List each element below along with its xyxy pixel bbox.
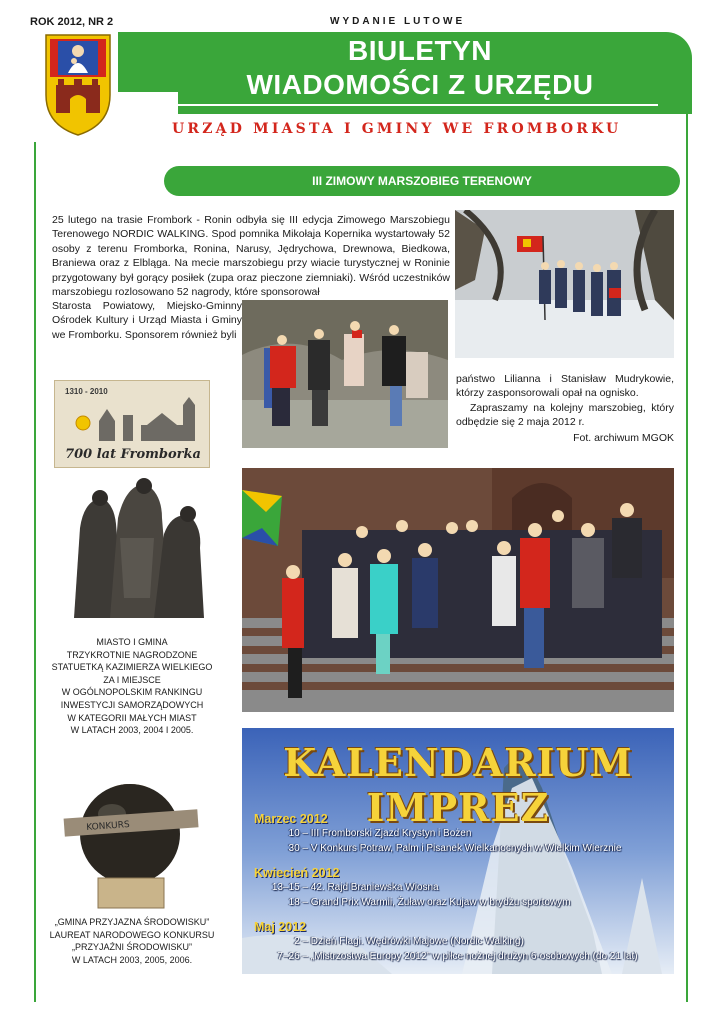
banner-corner	[118, 92, 178, 114]
calendar-month-april: Kwiecień 2012	[254, 866, 340, 880]
publisher-subtitle: URZĄD MIASTA I GMINY WE FROMBORKU	[172, 121, 622, 137]
calendar-month-may: Maj 2012	[254, 920, 307, 934]
article-heading: III ZIMOWY MARSZOBIEG TERENOWY	[164, 166, 680, 196]
frame-right-rule	[686, 100, 688, 1002]
statuette-caption-line: W KATEGORII MAŁYCH MIAST	[67, 712, 197, 723]
event-date: 30 –	[288, 843, 308, 854]
logo-years: 1310 - 2010	[65, 387, 108, 396]
event-title: Grand Prix Warmii, Żuław oraz Kujaw w brydżu sportowym	[310, 897, 571, 908]
statuette-caption-line: INWESTYCJI SAMORZĄDOWYCH	[60, 699, 204, 710]
article-paragraph-1-continued: Starosta Powiatowy, Miejsko-Gminny Ośrodek Kultury i Urząd Miasta i Gminy we Fromborku. Sponsorem również byli	[52, 300, 242, 341]
statuette-caption-line: W LATACH 2003, 2004 I 2005.	[70, 725, 194, 736]
logo-700-lat-fromborka	[54, 380, 210, 468]
edition-label: WYDANIE LUTOWE	[330, 16, 466, 27]
photo-globe-award	[58, 752, 204, 910]
statuette-caption-line: ZA I MIEJSCE	[103, 674, 161, 685]
logo-caption: 700 lat Fromborka	[65, 447, 201, 462]
calendar-event	[254, 951, 638, 962]
title-underline	[176, 104, 658, 106]
event-date: 7–26 –	[277, 951, 308, 962]
statuette-caption-line: STATUETKĄ KAZIMIERZA WIELKIEGO	[51, 662, 213, 673]
globe-caption-line: „GMINA PRZYJAZNA ŚRODOWISKU”	[54, 917, 210, 927]
globe-caption-line: LAUREAT NARODOWEGO KONKURSU	[49, 929, 215, 940]
photo-walkers-forest	[455, 210, 674, 358]
calendar-event	[254, 936, 524, 947]
calendar-title: KALENDARIUM IMPREZ	[283, 740, 633, 830]
event-date: 2 –	[294, 936, 308, 947]
globe-caption-line: „PRZYJAŹNI ŚRODOWISKU”	[71, 942, 192, 953]
globe-caption	[46, 916, 218, 966]
calendar-event	[266, 843, 621, 854]
calendar-month-march: Marzec 2012	[254, 812, 328, 826]
cathedral-skyline-icon	[63, 397, 203, 441]
calendar-event	[254, 897, 570, 908]
statuette-caption-line: MIASTO I GMINA	[96, 637, 168, 647]
calendar-event	[266, 828, 471, 839]
event-title: III Fromborski Zjazd Krystyn i Bożen	[310, 828, 472, 839]
article-paragraph-1: 25 lutego na trasie Frombork - Ronin odbyła się III edycja Zimowego Marszobiegu Terenowego NORDIC WALKING. Spod pomnika Mikołaja Kopernika wystartowały 52 osoby z terenu Fromborka, Ronina, Narusy, Jędrychowa, Drewnowa, Biedkowa, Braniewa oraz z Elbląga. Na mecie marszobiegu przy wiacie turystycznej w Roninie przygotowany był gorący posiłek (zupa oraz pieczone ziemniaki). Wśród uczestników marszobiegu rozlosowano 52 nagrody, które sponsorował	[52, 214, 450, 299]
photo-kazimierz-statuette	[54, 478, 210, 630]
frame-left-rule	[34, 142, 36, 1002]
photo-participants-on-stairs	[242, 468, 674, 712]
svg-text:KONKURS: KONKURS	[85, 820, 131, 834]
article-sponsors-text: państwo Lilianna i Stanisław Mudrykowie, którzy zasponsorowali opał na ognisko.	[456, 373, 674, 400]
statuette-caption-line: W OGÓLNOPOLSKIM RANKINGU	[61, 687, 203, 698]
town-crest-icon	[44, 33, 112, 137]
article-invitation-text: Zapraszamy na kolejny marszobieg, który odbędzie się 2 maja 2012 r.	[456, 401, 674, 429]
title-line-1: BIULETYN	[348, 35, 492, 66]
event-title: Dzień Flagi. Wędrówki Majowe (Nordic Walking)	[310, 936, 524, 947]
events-calendar	[242, 728, 674, 974]
calendar-event	[254, 882, 439, 893]
photo-walkers-group	[242, 300, 448, 448]
photo-credit: Fot. archiwum MGOK	[573, 432, 674, 444]
statuette-caption-line: TRZYKROTNIE NAGRODZONE	[66, 649, 198, 660]
event-title: 42. Rajd Braniewska Wiosna	[310, 882, 439, 893]
issue-label: ROK 2012, NR 2	[30, 16, 114, 28]
event-date: 18 –	[288, 897, 308, 908]
title-line-2: WIADOMOŚCI Z URZĘDU	[246, 69, 594, 100]
event-title: „Mistrzostwa Europy 2012” w piłce nożnej drużyn 6-osobowych (do 21 lat)	[310, 951, 638, 962]
article-paragraph-2	[456, 372, 674, 430]
event-date: 10 –	[288, 828, 308, 839]
statuette-caption	[46, 636, 218, 737]
publication-title	[170, 34, 670, 102]
globe-caption-line: W LATACH 2003, 2005, 2006.	[71, 954, 193, 965]
event-title: V Konkurs Potraw, Palm i Pisanek Wielkanocnych w Wielkim Wierznie	[310, 843, 622, 854]
event-date: 13–15 –	[271, 882, 308, 893]
